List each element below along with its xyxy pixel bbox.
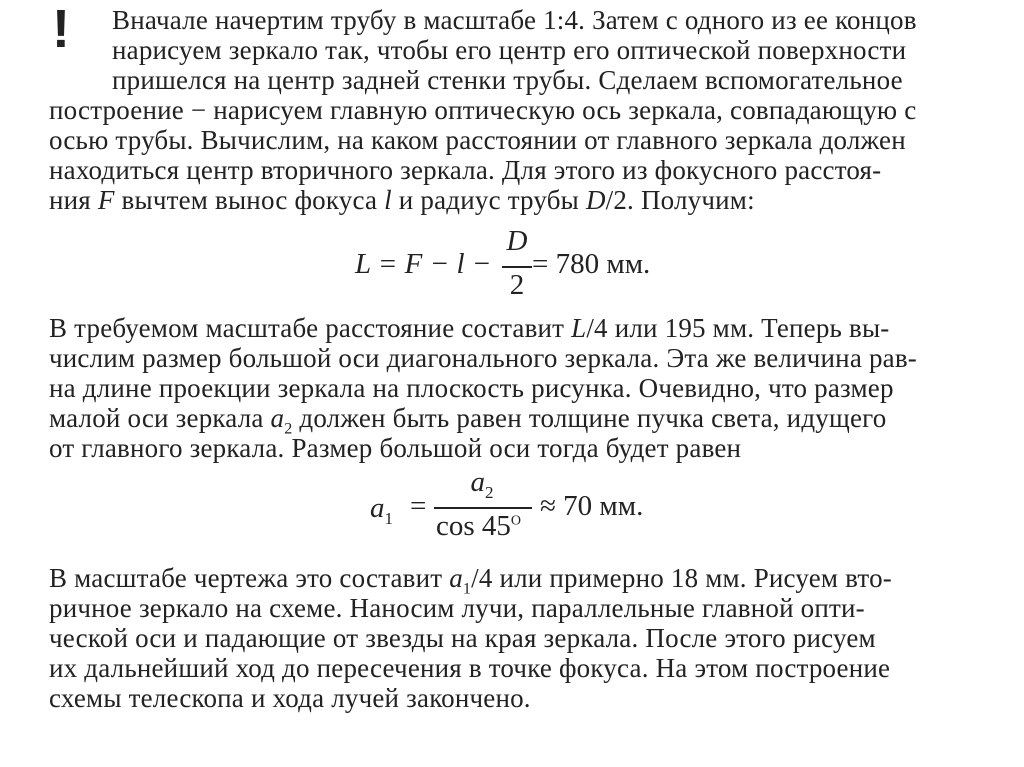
formula-rhs: ≈ 70 мм. <box>540 490 644 522</box>
exclamation-mark: ! <box>52 0 70 59</box>
text-line: построение − нарисуем главную оптическую ось зеркала, совпадающую с <box>49 95 917 125</box>
formula-lhs: L = F − l − <box>355 248 492 280</box>
formula-lhs: $a_1$ <box>370 492 393 528</box>
fraction-denominator: 2 <box>509 269 525 301</box>
text-line: осью трубы. Вычислим, на каком расстоянии от главного зеркала должен <box>49 125 906 155</box>
text-line: их дальнейший ход до пересечения в точке фокуса. На этом построение <box>49 653 891 683</box>
text-line: схемы телескопа и хода лучей закончено. <box>49 683 531 713</box>
text-line: ческой оси и падающие от звезды на края зеркала. После этого рисуем <box>49 623 876 653</box>
fraction-numerator: D <box>506 225 528 257</box>
text-line: на длине проекции зеркала на плоскость рисунка. Очевидно, что размер <box>49 373 894 403</box>
text-line: числим размер большой оси диагонального зеркала. Эта же величина рав- <box>49 343 917 373</box>
text-line: находиться центр вторичного зеркала. Для этого из фокусного расстоя- <box>49 155 882 185</box>
formula-equals: = <box>410 490 427 522</box>
fraction-denominator: $\cos 45^O$ <box>436 510 522 542</box>
text-line: В масштабе чертежа это составит $a_1/4$ или примерно 18 мм. Рисуем вто- <box>49 563 892 598</box>
fraction-bar <box>502 266 532 268</box>
formula-rhs: = 780 мм. <box>532 248 651 280</box>
text-line: пришелся на центр задней стенки трубы. Сделаем вспомогательное <box>112 65 903 95</box>
text-line: ричное зеркало на схеме. Наносим лучи, параллельные главной опти- <box>49 593 865 623</box>
text-line: нарисуем зеркало так, чтобы его центр его оптической поверхности <box>112 35 907 65</box>
text-line: ния F вычтем вынос фокуса l и радиус трубы D/2. Получим: <box>49 185 755 215</box>
fraction-numerator: $a_2$ <box>470 466 494 502</box>
text-line: Вначале начертим трубу в масштабе 1:4. Затем с одного из ее концов <box>112 5 917 35</box>
text-line: малой оси зеркала $a_2$ должен быть равен толщине пучка света, идущего <box>49 403 887 438</box>
fraction-bar <box>434 507 532 509</box>
text-line: В требуемом масштабе расстояние составит L/4 или 195 мм. Теперь вы- <box>49 313 890 343</box>
text-line: от главного зеркала. Размер большой оси тогда будет равен <box>49 433 742 463</box>
